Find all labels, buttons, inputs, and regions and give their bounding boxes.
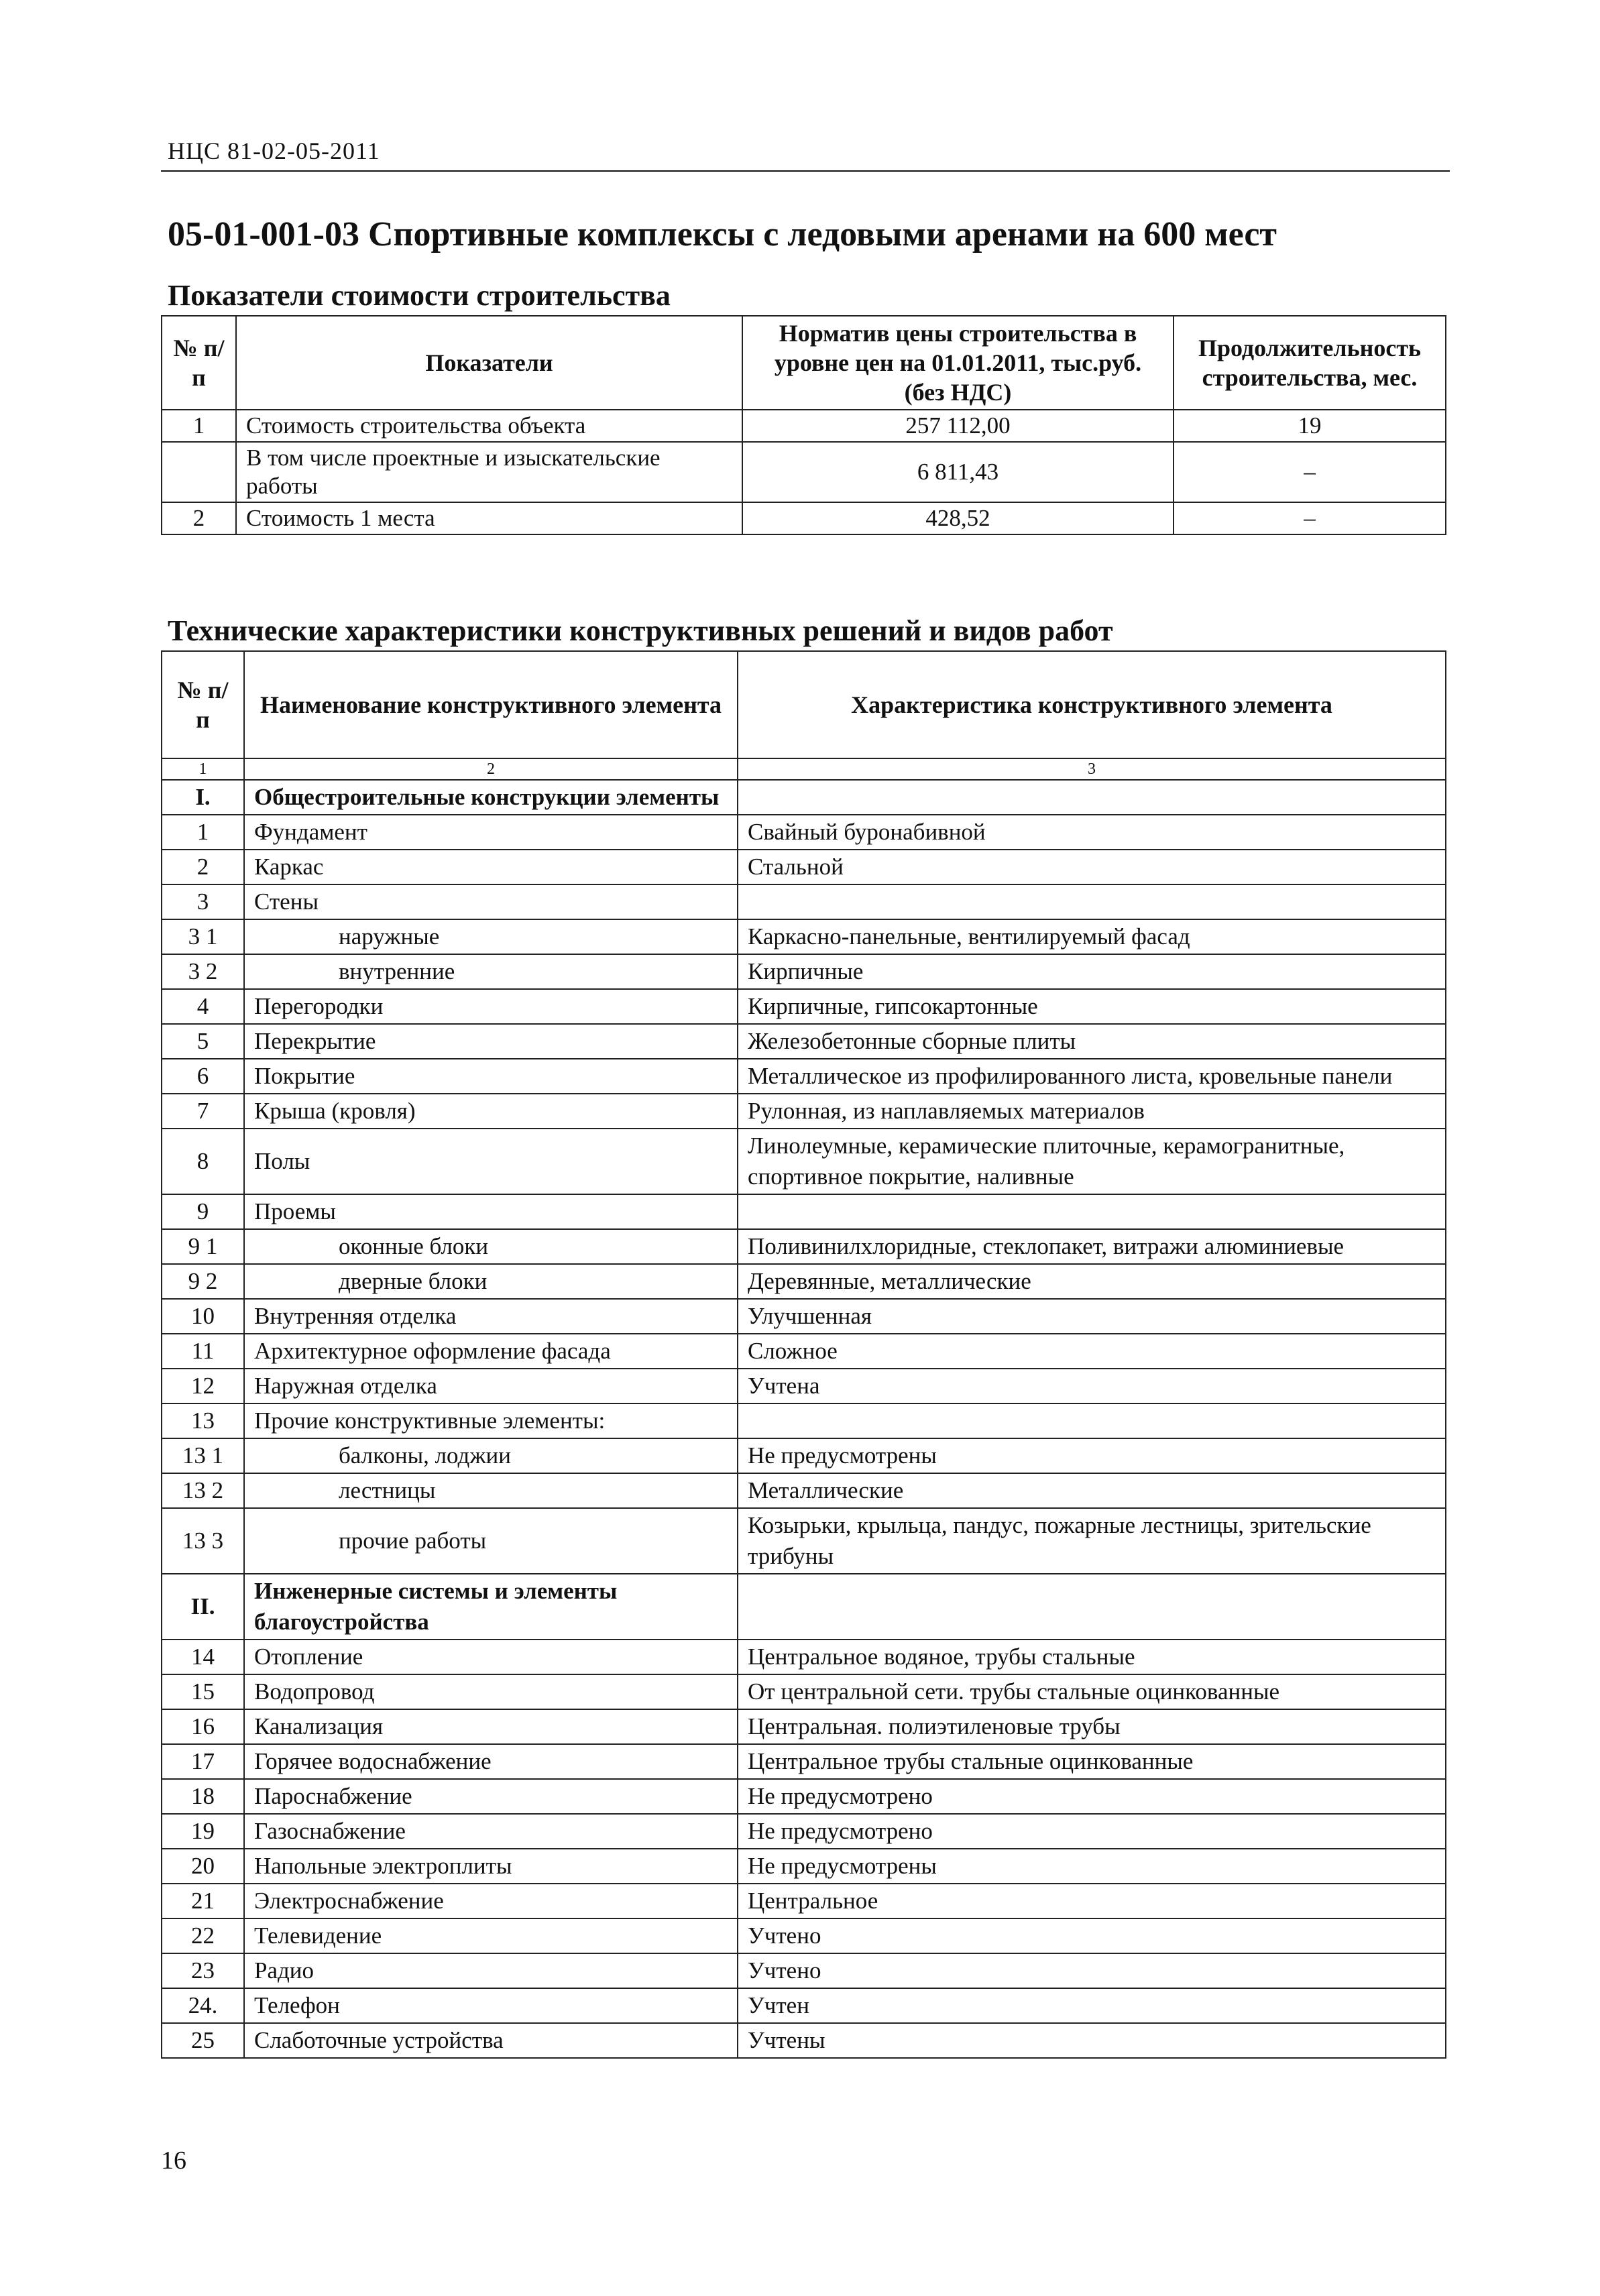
table-row [162, 1024, 1446, 1059]
element-characteristic: Стальной [738, 850, 1446, 884]
row-number: 1 [162, 815, 244, 850]
element-characteristic [738, 1403, 1446, 1438]
row-price: 6 811,43 [742, 442, 1174, 502]
row-number: 18 [162, 1779, 244, 1814]
table-row [162, 1674, 1446, 1709]
row-number: 13 1 [162, 1438, 244, 1473]
table-row [162, 1403, 1446, 1438]
element-characteristic: Центральная. полиэтиленовые трубы [738, 1709, 1446, 1744]
element-name: лестницы [244, 1473, 738, 1508]
element-name: Покрытие [244, 1059, 738, 1094]
row-number: 7 [162, 1094, 244, 1129]
column-header: Характеристика конструктивного элемента [738, 651, 1446, 758]
element-name: оконные блоки [244, 1229, 738, 1264]
row-number: 1 [162, 410, 236, 442]
element-characteristic: Железобетонные сборные плиты [738, 1024, 1446, 1059]
row-number: 20 [162, 1849, 244, 1884]
row-number: 14 [162, 1640, 244, 1674]
table-row [162, 919, 1446, 954]
table-row [162, 1438, 1446, 1473]
table-row [162, 1574, 1446, 1640]
column-header: Норматив цены строительства в уровне цен на 01.01.2011, тыс.руб. (без НДС) [742, 316, 1174, 410]
element-name: Перегородки [244, 989, 738, 1024]
element-characteristic: Линолеумные, керамические плиточные, керамогранитные, спортивное покрытие, наливные [738, 1129, 1446, 1194]
row-price: 257 112,00 [742, 410, 1174, 442]
element-name: Общестроительные конструкции элементы [244, 780, 738, 815]
row-number: 16 [162, 1709, 244, 1744]
row-number: I. [162, 780, 244, 815]
table-row [162, 884, 1446, 919]
element-characteristic: Металлические [738, 1473, 1446, 1508]
row-duration: – [1174, 442, 1446, 502]
row-number: 5 [162, 1024, 244, 1059]
element-name: Внутренняя отделка [244, 1299, 738, 1334]
cost-table-header [162, 316, 1446, 410]
element-characteristic: От центральной сети. трубы стальные оцинкованные [738, 1674, 1446, 1709]
element-characteristic: Деревянные, металлические [738, 1264, 1446, 1299]
row-number [162, 442, 236, 502]
column-number: 2 [244, 758, 738, 780]
table-row [162, 850, 1446, 884]
column-header: Наименование конструктивного элемента [244, 651, 738, 758]
element-characteristic: Каркасно-панельные, вентилируемый фасад [738, 919, 1446, 954]
element-name: Проемы [244, 1194, 738, 1229]
row-number: 13 2 [162, 1473, 244, 1508]
element-characteristic: Сложное [738, 1334, 1446, 1369]
row-duration: 19 [1174, 410, 1446, 442]
element-name: Газоснабжение [244, 1814, 738, 1849]
element-characteristic [738, 1574, 1446, 1640]
element-characteristic: Поливинилхлоридные, стеклопакет, витражи алюминиевые [738, 1229, 1446, 1264]
element-name: Полы [244, 1129, 738, 1194]
row-number: 12 [162, 1369, 244, 1403]
table-row [162, 1918, 1446, 1953]
element-characteristic: Учтена [738, 1369, 1446, 1403]
element-characteristic: Не предусмотрены [738, 1849, 1446, 1884]
element-name: Наружная отделка [244, 1369, 738, 1403]
cost-section-title: Показатели стоимости строительства [168, 279, 671, 312]
row-number: 13 [162, 1403, 244, 1438]
row-number: 9 1 [162, 1229, 244, 1264]
element-name: Водопровод [244, 1674, 738, 1709]
element-name: Напольные электроплиты [244, 1849, 738, 1884]
element-name: внутренние [244, 954, 738, 989]
table-row [162, 954, 1446, 989]
table-row [162, 1473, 1446, 1508]
element-characteristic [738, 884, 1446, 919]
page-title: 05-01-001-03 Спортивные комплексы с ледовыми аренами на 600 мест [168, 215, 1277, 253]
table-row [162, 780, 1446, 815]
element-name: Инженерные системы и элементы благоустройства [244, 1574, 738, 1640]
table-row [162, 1059, 1446, 1094]
table-row [162, 1779, 1446, 1814]
header-divider [161, 170, 1450, 172]
table-row [162, 1814, 1446, 1849]
element-name: балконы, лоджии [244, 1438, 738, 1473]
table-row [162, 1744, 1446, 1779]
row-number: 9 2 [162, 1264, 244, 1299]
element-characteristic: Учтены [738, 2023, 1446, 2058]
table-row [162, 410, 1446, 442]
table-row [162, 1094, 1446, 1129]
table-row [162, 1299, 1446, 1334]
element-name: Отопление [244, 1640, 738, 1674]
document-code: НЦС 81-02-05-2011 [168, 137, 380, 164]
element-name: Крыша (кровля) [244, 1094, 738, 1129]
page-number: 16 [161, 2146, 186, 2175]
element-characteristic: Учтено [738, 1953, 1446, 1988]
column-header: № п/п [162, 316, 236, 410]
table-row [162, 1369, 1446, 1403]
element-name: Архитектурное оформление фасада [244, 1334, 738, 1369]
row-number: 23 [162, 1953, 244, 1988]
element-characteristic: Учтено [738, 1918, 1446, 1953]
table-row [162, 1884, 1446, 1918]
element-characteristic: Не предусмотрены [738, 1438, 1446, 1473]
table-row [162, 1229, 1446, 1264]
table-row [162, 1709, 1446, 1744]
element-name: Горячее водоснабжение [244, 1744, 738, 1779]
column-header: № п/п [162, 651, 244, 758]
table-row [162, 1849, 1446, 1884]
row-number: 6 [162, 1059, 244, 1094]
element-characteristic: Улучшенная [738, 1299, 1446, 1334]
table-row [162, 502, 1446, 534]
row-name: Стоимость строительства объекта [236, 410, 742, 442]
row-number: 15 [162, 1674, 244, 1709]
column-number: 1 [162, 758, 244, 780]
element-name: Радио [244, 1953, 738, 1988]
element-characteristic: Свайный буронабивной [738, 815, 1446, 850]
element-characteristic: Металлическое из профилированного листа, кровельные панели [738, 1059, 1446, 1094]
row-number: 19 [162, 1814, 244, 1849]
table-row [162, 1129, 1446, 1194]
element-name: дверные блоки [244, 1264, 738, 1299]
table-row [162, 815, 1446, 850]
element-characteristic [738, 780, 1446, 815]
row-number: II. [162, 1574, 244, 1640]
row-number: 13 3 [162, 1508, 244, 1574]
element-characteristic: Центральное [738, 1884, 1446, 1918]
row-number: 24. [162, 1988, 244, 2023]
element-characteristic: Козырьки, крыльца, пандус, пожарные лестницы, зрительские трибуны [738, 1508, 1446, 1574]
element-characteristic: Кирпичные [738, 954, 1446, 989]
row-number: 3 2 [162, 954, 244, 989]
row-number: 10 [162, 1299, 244, 1334]
element-name: Канализация [244, 1709, 738, 1744]
element-characteristic: Учтен [738, 1988, 1446, 2023]
table-row [162, 1334, 1446, 1369]
column-number-row [162, 758, 1446, 780]
element-characteristic: Центральное трубы стальные оцинкованные [738, 1744, 1446, 1779]
element-name: Стены [244, 884, 738, 919]
element-name: Пароснабжение [244, 1779, 738, 1814]
row-number: 8 [162, 1129, 244, 1194]
column-header: Продолжительность строительства, мес. [1174, 316, 1446, 410]
column-header: Показатели [236, 316, 742, 410]
row-number: 11 [162, 1334, 244, 1369]
element-name: Фундамент [244, 815, 738, 850]
cost-table [161, 315, 1446, 535]
column-number: 3 [738, 758, 1446, 780]
row-number: 4 [162, 989, 244, 1024]
row-number: 3 [162, 884, 244, 919]
row-number: 17 [162, 1744, 244, 1779]
table-row [162, 1264, 1446, 1299]
table-row [162, 2023, 1446, 2058]
tech-table [161, 650, 1446, 2059]
element-characteristic: Рулонная, из наплавляемых материалов [738, 1094, 1446, 1129]
table-row [162, 1953, 1446, 1988]
row-number: 3 1 [162, 919, 244, 954]
table-row [162, 1988, 1446, 2023]
element-name: Прочие конструктивные элементы: [244, 1403, 738, 1438]
element-name: прочие работы [244, 1508, 738, 1574]
element-characteristic: Центральное водяное, трубы стальные [738, 1640, 1446, 1674]
row-number: 2 [162, 502, 236, 534]
element-name: Телефон [244, 1988, 738, 2023]
element-name: Каркас [244, 850, 738, 884]
table-row [162, 989, 1446, 1024]
table-row [162, 1508, 1446, 1574]
table-row [162, 1640, 1446, 1674]
row-number: 21 [162, 1884, 244, 1918]
element-characteristic [738, 1194, 1446, 1229]
row-name: Стоимость 1 места [236, 502, 742, 534]
element-characteristic: Не предусмотрено [738, 1779, 1446, 1814]
table-row [162, 1194, 1446, 1229]
row-number: 22 [162, 1918, 244, 1953]
row-name: В том числе проектные и изыскательские работы [236, 442, 742, 502]
element-name: наружные [244, 919, 738, 954]
tech-section-title: Технические характеристики конструктивных решений и видов работ [168, 614, 1113, 647]
element-name: Слаботочные устройства [244, 2023, 738, 2058]
element-characteristic: Не предусмотрено [738, 1814, 1446, 1849]
row-number: 2 [162, 850, 244, 884]
element-name: Телевидение [244, 1918, 738, 1953]
table-row [162, 442, 1446, 502]
element-characteristic: Кирпичные, гипсокартонные [738, 989, 1446, 1024]
row-number: 9 [162, 1194, 244, 1229]
row-price: 428,52 [742, 502, 1174, 534]
tech-table-header [162, 651, 1446, 758]
element-name: Перекрытие [244, 1024, 738, 1059]
row-duration: – [1174, 502, 1446, 534]
row-number: 25 [162, 2023, 244, 2058]
element-name: Электроснабжение [244, 1884, 738, 1918]
